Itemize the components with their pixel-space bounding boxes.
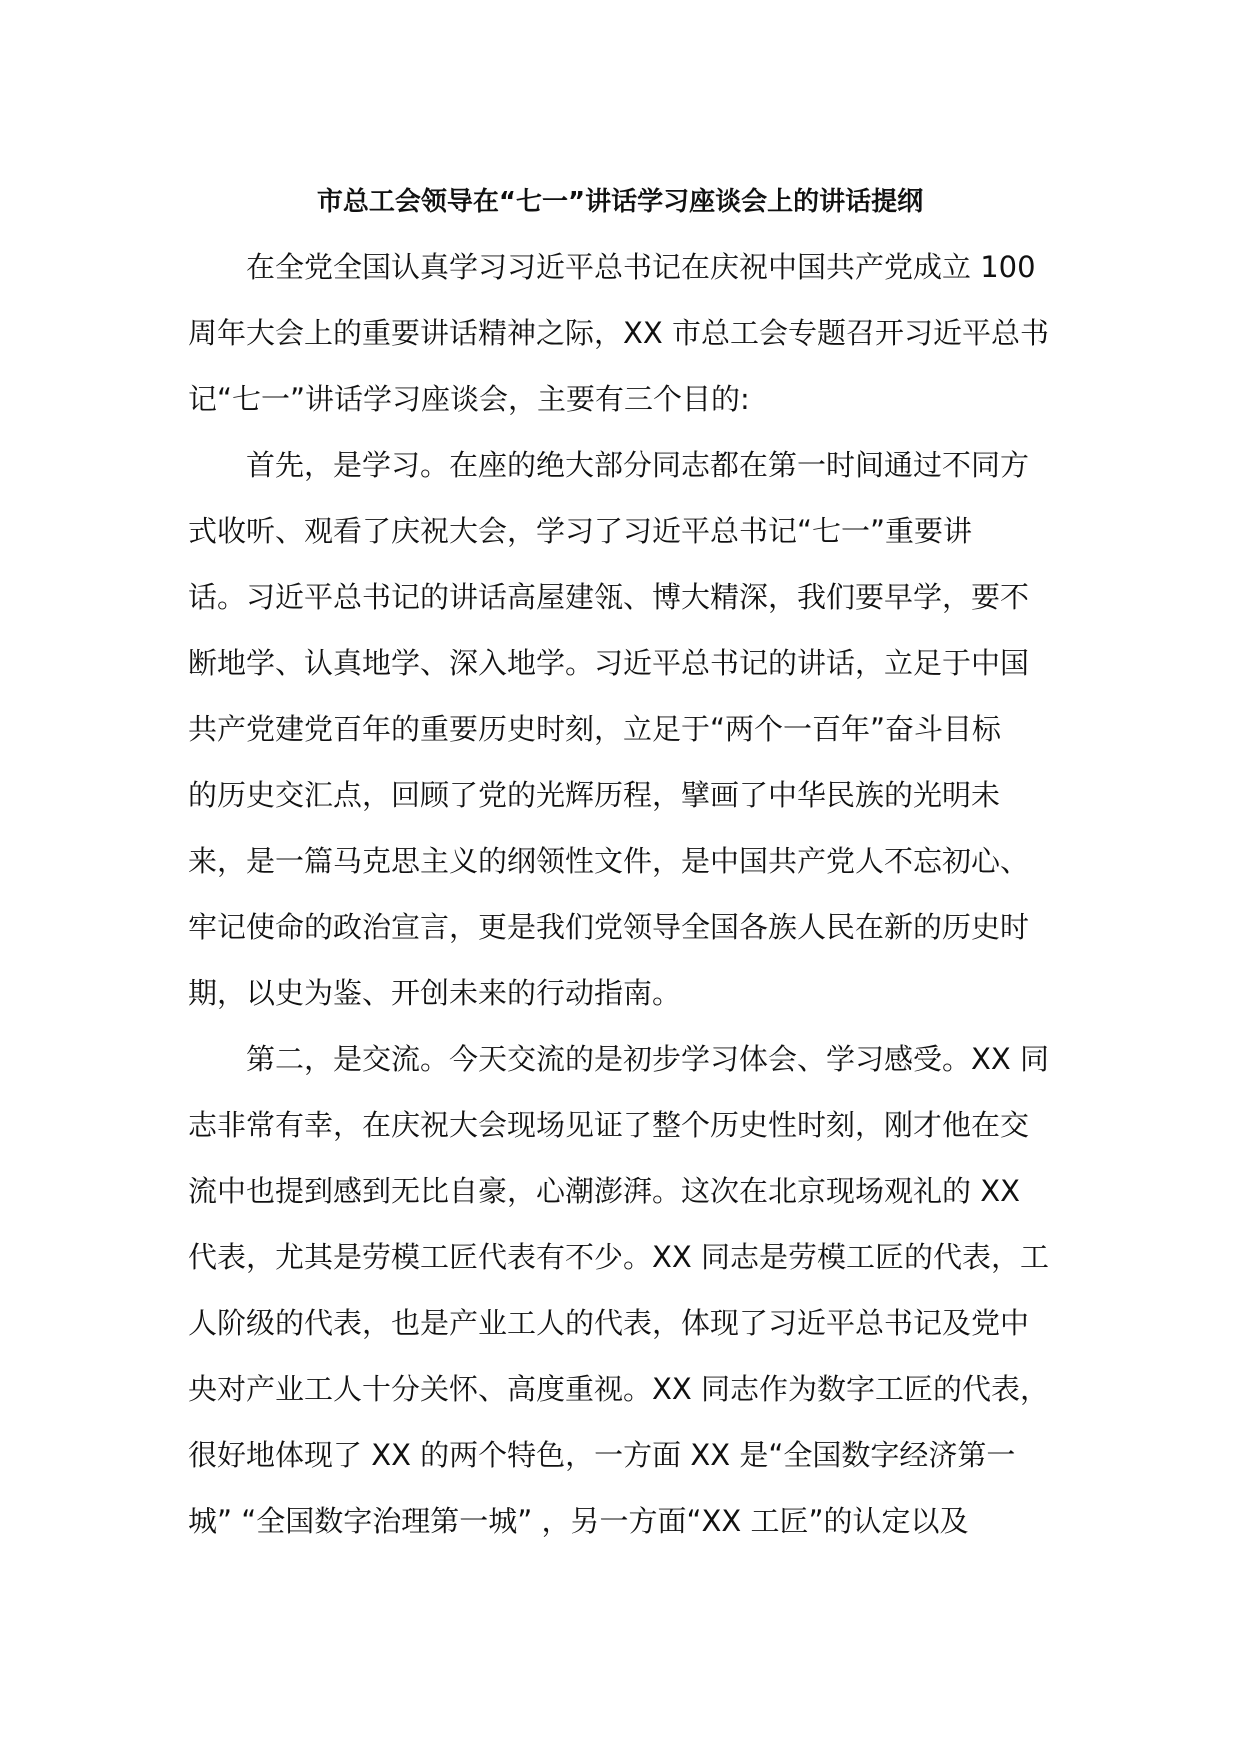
document-body [188, 234, 1052, 1554]
paragraph-line: 很好地体现了 XX 的两个特色，一方面 XX 是“全国数字经济第一 [188, 1438, 1016, 1472]
paragraph-line: 流中也提到感到无比自豪，心潮澎湃。这次在北京现场观礼的 XX [188, 1174, 1020, 1208]
paragraph-line: 城” “全国数字治理第一城” ，另一方面“XX 工匠”的认定以及 [188, 1504, 969, 1538]
paragraph-line: 首先，是学习。在座的绝大部分同志都在第一时间通过不同方 [246, 448, 1030, 482]
paragraph-line: 央对产业工人十分关怀、高度重视。XX 同志作为数字工匠的代表， [188, 1372, 1049, 1406]
paragraph-1 [188, 234, 1052, 432]
paragraph-line: 来，是一篇马克思主义的纲领性文件，是中国共产党人不忘初心、 [188, 844, 1030, 878]
paragraph-2 [188, 432, 1052, 1026]
paragraph-3 [188, 1026, 1052, 1554]
paragraph-line: 牢记使命的政治宣言，更是我们党领导全国各族人民在新的历史时 [188, 910, 1030, 944]
paragraph-line: 断地学、认真地学、深入地学。习近平总书记的讲话，立足于中国 [188, 646, 1030, 680]
paragraph-line: 记“七一”讲话学习座谈会，主要有三个目的: [188, 382, 750, 416]
paragraph-line: 人阶级的代表，也是产业工人的代表，体现了习近平总书记及党中 [188, 1306, 1030, 1340]
paragraph-line: 的历史交汇点，回顾了党的光辉历程，擘画了中华民族的光明未 [188, 778, 1001, 812]
paragraph-line: 在全党全国认真学习习近平总书记在庆祝中国共产党成立 100 [246, 250, 1036, 284]
paragraph-line: 第二，是交流。今天交流的是初步学习体会、学习感受。XX 同 [246, 1042, 1049, 1076]
paragraph-line: 志非常有幸，在庆祝大会现场见证了整个历史性时刻，刚才他在交 [188, 1108, 1030, 1142]
document-title: 市总工会领导在“七一”讲话学习座谈会上的讲话提纲 [316, 187, 924, 217]
paragraph-line: 期，以史为鉴、开创未来的行动指南。 [188, 976, 682, 1010]
paragraph-line: 式收听、观看了庆祝大会，学习了习近平总书记“七一”重要讲 [188, 514, 973, 548]
paragraph-line: 话。习近平总书记的讲话高屋建瓴、博大精深，我们要早学，要不 [188, 580, 1030, 614]
paragraph-line: 共产党建党百年的重要历史时刻，立足于“两个一百年”奋斗目标 [188, 712, 1002, 746]
paragraph-line: 周年大会上的重要讲话精神之际，XX 市总工会专题召开习近平总书 [188, 316, 1049, 350]
paragraph-line: 代表，尤其是劳模工匠代表有不少。XX 同志是劳模工匠的代表，工 [188, 1240, 1049, 1274]
